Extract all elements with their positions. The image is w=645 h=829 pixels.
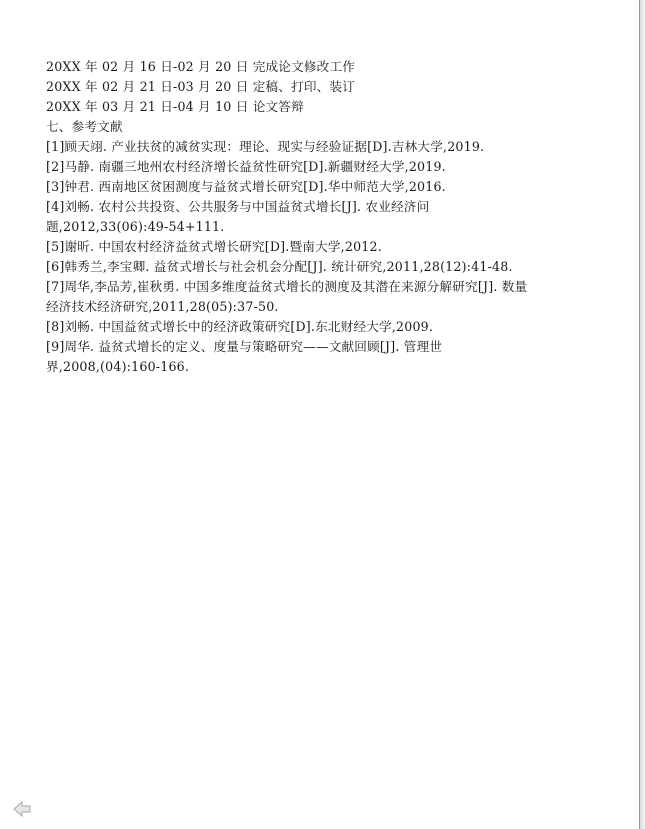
document-page-content [46,57,606,377]
reference-line: [2]马静. 南疆三地州农村经济增长益贫性研究[D].新疆财经大学,2019. [46,159,446,174]
back-arrow-icon[interactable] [12,800,32,818]
reference-line: [7]周华,李品芳,崔秋勇. 中国多维度益贫式增长的测度及其潜在来源分解研究[J]. 数量 [46,279,528,294]
reference-line: [8]刘畅. 中国益贫式增长中的经济政策研究[D].东北财经大学,2009. [46,319,434,334]
reference-line: [6]韩秀兰,李宝卿. 益贫式增长与社会机会分配[J]. 统计研究,2011,28(12):41-48. [46,259,513,274]
reference-line: [4]刘畅. 农村公共投资、公共服务与中国益贫式增长[J]. 农业经济问 [46,199,430,214]
reference-line: [9]周华. 益贫式增长的定义、度量与策略研究——文献回顾[J]. 管理世 [46,339,443,354]
schedule-line: 20XX 年 02 月 21 日-03 月 20 日 定稿、打印、装订 [46,79,356,94]
references-heading: 七、参考文献 [46,119,123,134]
reference-line: 题,2012,33(06):49-54+111. [46,219,225,234]
reference-line: 界,2008,(04):160-166. [46,359,190,374]
reference-line: [3]钟君. 西南地区贫困测度与益贫式增长研究[D].华中师范大学,2016. [46,179,446,194]
page-edge-shadow [640,0,645,829]
reference-line: 经济技术经济研究,2011,28(05):37-50. [46,299,279,314]
page-edge [639,0,640,829]
reference-line: [5]谢昕. 中国农村经济益贫式增长研究[D].暨南大学,2012. [46,239,382,254]
reference-line: [1]顾天翊. 产业扶贫的减贫实现：理论、现实与经验证据[D].吉林大学,2019. [46,139,485,154]
schedule-line: 20XX 年 03 月 21 日-04 月 10 日 论文答辩 [46,99,304,114]
schedule-line: 20XX 年 02 月 16 日-02 月 20 日 完成论文修改工作 [46,59,356,74]
